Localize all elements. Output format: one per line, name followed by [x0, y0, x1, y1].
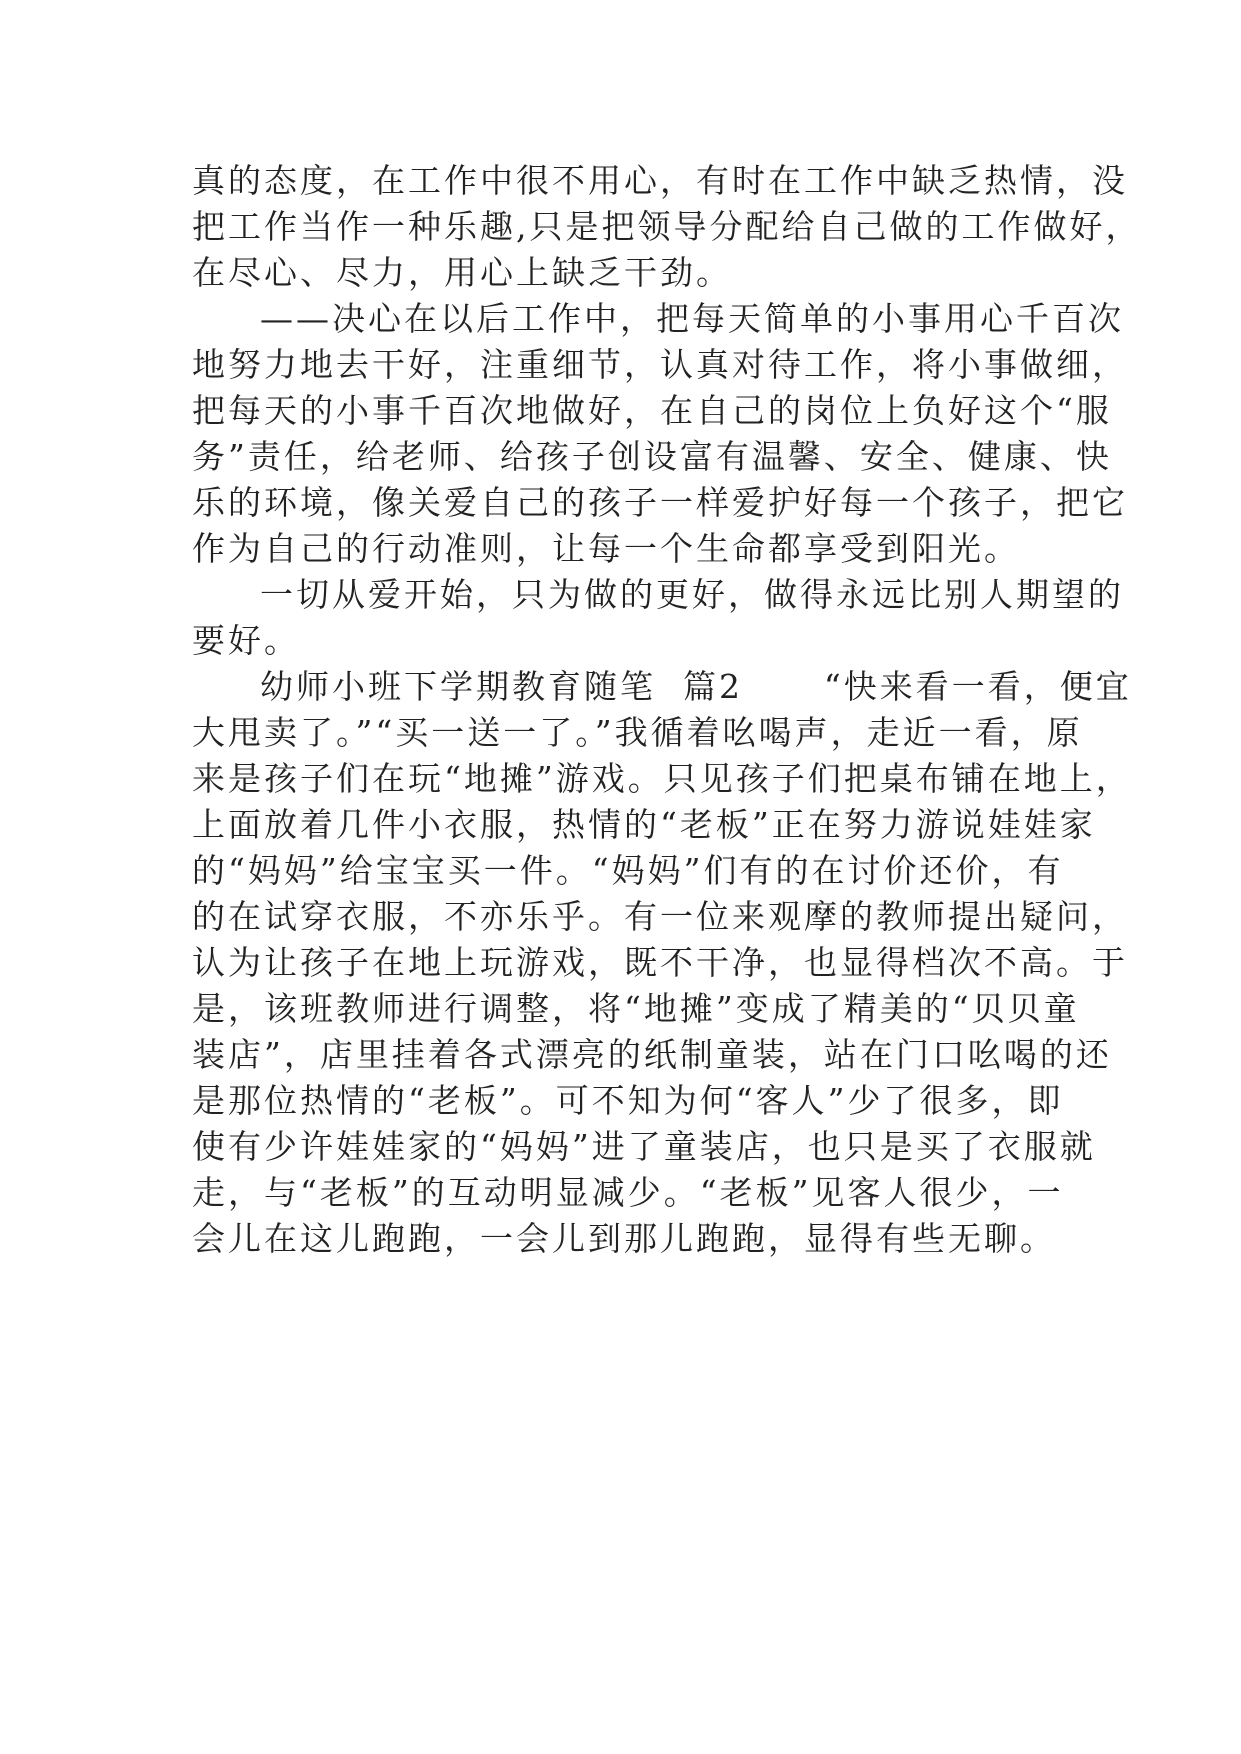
paragraph-2-line-2: 地努力地去干好，注重细节，认真对待工作，将小事做细， — [192, 345, 1128, 384]
paragraph-4-line-13: 会儿在这儿跑跑，一会儿到那儿跑跑，显得有些无聊。 — [192, 1219, 1056, 1258]
document-body — [192, 158, 1142, 1262]
paragraph-2-line-1: ——决心在以后工作中，把每天简单的小事用心千百次 — [260, 299, 1124, 338]
paragraph-4-line-9: 装店”，店里挂着各式漂亮的纸制童装，站在门口吆喝的还 — [192, 1035, 1112, 1074]
paragraph-4-line-7: 认为让孩子在地上玩游戏，既不干净，也显得档次不高。于 — [192, 943, 1128, 982]
paragraph-4-line-2: 大甩卖了。”“买一送一了。”我循着吆喝声，走近一看，原 — [192, 713, 1083, 752]
paragraph-4-line-8: 是，该班教师进行调整，将“地摊”变成了精美的“贝贝童 — [192, 989, 1080, 1028]
paragraph-1-line-1: 真的态度，在工作中很不用心，有时在工作中缺乏热情，没 — [192, 161, 1128, 200]
paragraph-4-line-3: 来是孩子们在玩“地摊”游戏。只见孩子们把桌布铺在地上， — [192, 759, 1132, 798]
paragraph-2-line-3: 把每天的小事千百次地做好，在自己的岗位上负好这个“服 — [192, 391, 1112, 430]
paragraph-3-line-2: 要好。 — [192, 621, 300, 660]
paragraph-4-line-11: 使有少许娃娃家的“妈妈”进了童装店，也只是买了衣服就 — [192, 1127, 1096, 1166]
paragraph-3-line-1: 一切从爱开始，只为做的更好，做得永远比别人期望的 — [260, 575, 1124, 614]
paragraph-2-line-4: 务”责任，给老师、给孩子创设富有温馨、安全、健康、快 — [192, 437, 1112, 476]
paragraph-4-line-4: 上面放着几件小衣服，热情的“老板”正在努力游说娃娃家 — [192, 805, 1096, 844]
paragraph-1-line-2: 把工作当作一种乐趣,只是把领导分配给自己做的工作做好， — [192, 207, 1142, 246]
paragraph-4-line-5: 的“妈妈”给宝宝买一件。“妈妈”们有的在讨价还价，有 — [192, 851, 1064, 890]
paragraph-4-line-1: 幼师小班下学期教育随笔 篇2 “快来看一看，便宜 — [260, 667, 1132, 706]
paragraph-1-line-3: 在尽心、尽力，用心上缺乏干劲。 — [192, 253, 732, 292]
paragraph-4-line-12: 走，与“老板”的互动明显减少。“老板”见客人很少，一 — [192, 1173, 1064, 1212]
paragraph-2-line-5: 乐的环境，像关爱自己的孩子一样爱护好每一个孩子，把它 — [192, 483, 1128, 522]
paragraph-2-line-6: 作为自己的行动准则，让每一个生命都享受到阳光。 — [192, 529, 1020, 568]
paragraph-4-line-6: 的在试穿衣服，不亦乐乎。有一位来观摩的教师提出疑问， — [192, 897, 1128, 936]
paragraph-4-line-10: 是那位热情的“老板”。可不知为何“客人”少了很多，即 — [192, 1081, 1064, 1120]
